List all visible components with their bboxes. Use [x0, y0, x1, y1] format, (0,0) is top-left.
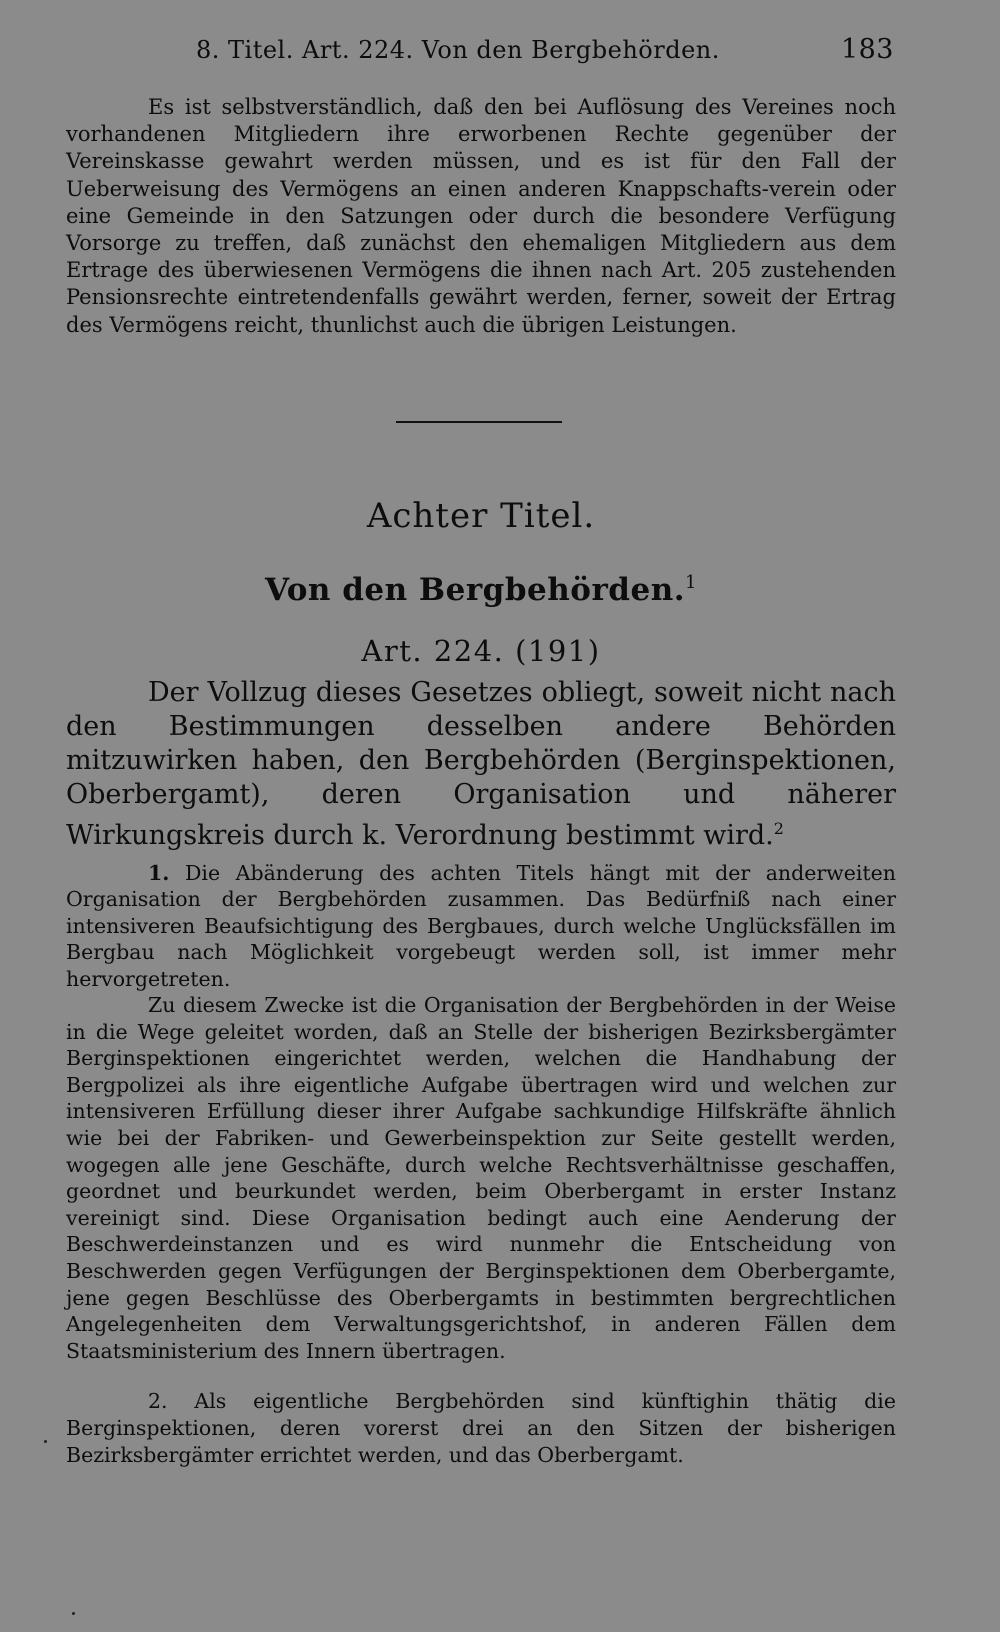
print-speck [72, 1612, 75, 1615]
footnote-2-text: Als eigentliche Bergbehörden sind künftighin thätig die Berginspektionen, deren vorerst drei an den Sitzen der bisherigen Bezirksbergämter errichtet werden, und das Oberbergamt. [66, 1389, 896, 1467]
page-number: 183 [840, 34, 894, 65]
law-text [66, 676, 896, 853]
footnote-marker-1: 1 [685, 572, 697, 593]
footnote-2 [66, 1388, 896, 1468]
footnote-1-number: 1. [148, 861, 170, 885]
document-page [66, 26, 896, 1616]
footnote-1-continuation: Zu diesem Zwecke ist die Organisation der Bergbehörden in der Weise in die Wege geleitet worden, daß an Stelle der bisherigen Bezirksbergämter Berginspektionen eingerichtet werden, welchen die Handhabung der Bergpolizei als ihre eigentliche Aufgabe übertragen wird und welchen zur intensiveren Erfüllung dieser ihrer Aufgabe sachkundige Hilfskräfte ähnlich wie bei der Fabriken- und Gewerbeinspektion zur Seite gestellt werden, wogegen alle jene Geschäfte, durch welche Rechtsverhältnisse geschaffen, geordnet und beurkundet werden, beim Oberbergamt in erster Instanz vereinigt sind. Diese Organisation bedingt auch eine Aenderung der Beschwerdeinstanzen und es wird nunmehr die Entscheidung von Beschwerden gegen Verfügungen der Berginspektionen dem Oberbergamte, jene gegen Beschlüsse des Oberbergamts in bestimmten bergrechtlichen Angelegenheiten dem Verwaltungsgerichtshof, in anderen Fällen dem Staatsministerium des Innern übertragen. [66, 993, 896, 1363]
intro-paragraph: Es ist selbstverständlich, daß den bei Auflösung des Vereines noch vorhandenen Mitgliedern ihre erworbenen Rechte gegenüber der Vereinskasse gewahrt werden müssen, und es ist für den Fall der Ueberweisung des Vermögens an einen anderen Knappschafts-verein oder eine Gemeinde in den Satzungen oder durch die besondere Verfügung Vorsorge zu treffen, daß zunächst den ehemaligen Mitgliedern aus dem Ertrage des überwiesenen Vermögens die ihnen nach Art. 205 zustehenden Pensionsrechte eintretendenfalls gewährt werden, ferner, soweit der Ertrag des Vermögens reicht, thunlichst auch die übrigen Leistungen. [66, 95, 896, 337]
section-divider [396, 421, 562, 423]
print-speck [44, 1440, 47, 1443]
footnote-2-number: 2. [148, 1389, 168, 1413]
section-heading-text: Von den Bergbehörden. [264, 572, 686, 608]
running-head-title: 8. Titel. Art. 224. Von den Bergbehörden. [196, 36, 720, 64]
running-head [196, 32, 896, 72]
footnote-1 [66, 860, 896, 992]
section-heading [66, 572, 896, 608]
law-text-body: Der Vollzug dieses Gesetzes obliegt, soweit nicht nach den Bestimmungen desselben andere Behörden mitzuwirken haben, den Bergbehörden (Berginspektionen, Oberbergamt), deren Organisation und näherer Wirkungskreis durch k. Verordnung bestimmt wird. [66, 677, 896, 851]
article-number: Art. 224. (191) [361, 634, 601, 668]
section-title: Achter Titel. [366, 496, 596, 536]
footnote-marker-2: 2 [773, 819, 784, 838]
footnote-1-text: Die Abänderung des achten Titels hängt mit der anderweiten Organisation der Bergbehörden zusammen. Das Bedürfniß nach einer intensiveren Beaufsichtigung des Bergbaues, durch welche Unglücksfällen im Bergbau nach Möglichkeit vorgebeugt werden soll, ist immer mehr hervorgetreten. [66, 861, 896, 991]
